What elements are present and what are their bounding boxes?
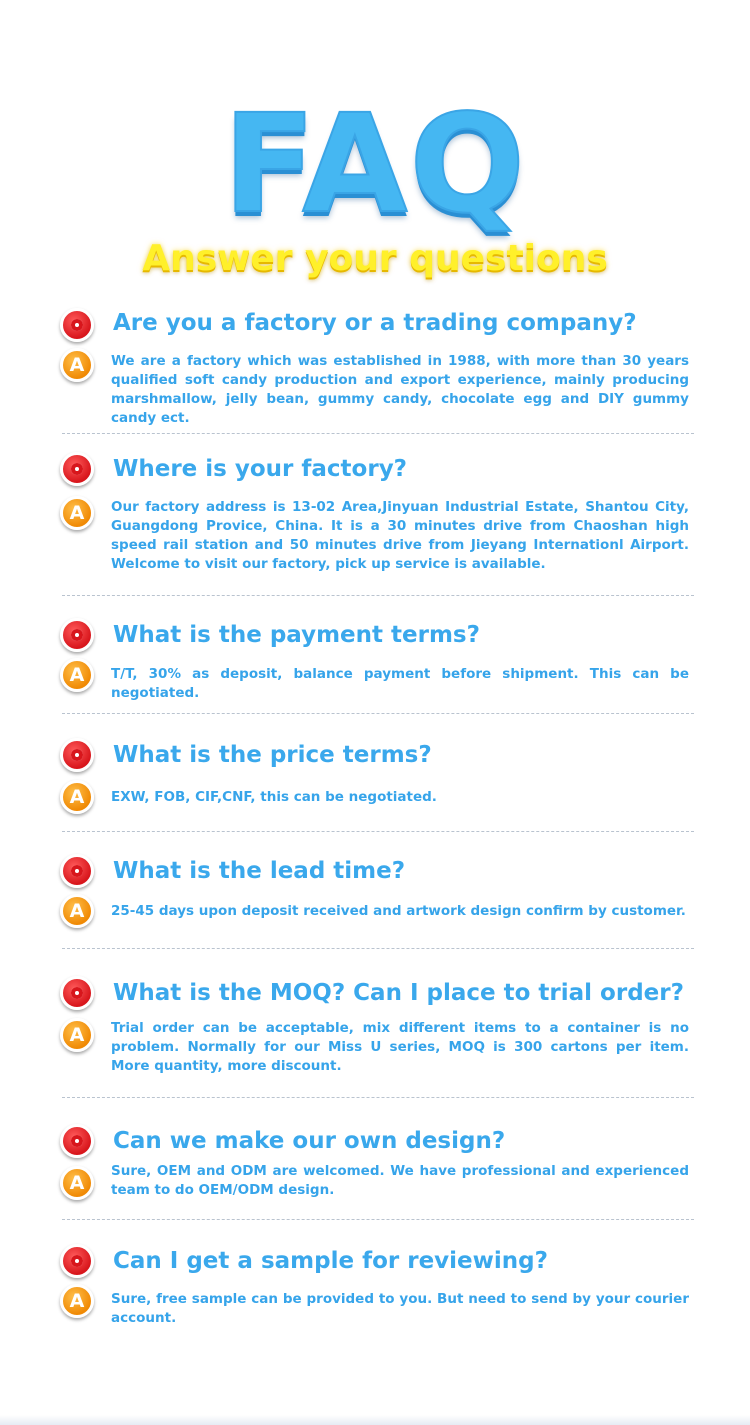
divider bbox=[62, 1219, 694, 1220]
question-badge-icon bbox=[60, 308, 94, 342]
question-badge-icon bbox=[60, 1124, 94, 1158]
page-title: FAQ bbox=[222, 86, 528, 244]
divider bbox=[62, 433, 694, 434]
answer-badge-icon: A bbox=[60, 1018, 94, 1052]
divider bbox=[62, 1097, 694, 1098]
answer-text: 25-45 days upon deposit received and artwork design confirm by customer. bbox=[111, 903, 686, 919]
answer-badge-icon: A bbox=[60, 780, 94, 814]
question-text: What is the lead time? bbox=[113, 858, 406, 884]
question-text: Are you a factory or a trading company? bbox=[113, 310, 637, 336]
bottom-strip bbox=[0, 1415, 750, 1425]
answer-text: T/T, 30% as deposit, balance payment before shipment. This can be negotiated. bbox=[111, 666, 689, 701]
divider bbox=[62, 595, 694, 596]
question-text: What is the payment terms? bbox=[113, 622, 480, 648]
divider bbox=[62, 948, 694, 949]
divider bbox=[62, 713, 694, 714]
question-text: Where is your factory? bbox=[113, 456, 408, 482]
answer-text: Sure, free sample can be provided to you. But need to send by your courier account. bbox=[111, 1291, 689, 1326]
question-badge-icon bbox=[60, 854, 94, 888]
answer-badge-icon: A bbox=[60, 894, 94, 928]
question-text: Can I get a sample for reviewing? bbox=[113, 1248, 548, 1274]
question-badge-icon bbox=[60, 452, 94, 486]
question-badge-icon bbox=[60, 618, 94, 652]
answer-text: We are a factory which was established in 1988, with more than 30 years qualified soft candy production and export experience, mainly producing marshmallow, jelly bean, gummy candy, chocolate egg and DIY gummy candy ect. bbox=[111, 353, 689, 426]
answer-text: EXW, FOB, CIF,CNF, this can be negotiated. bbox=[111, 789, 437, 805]
answer-text: Sure, OEM and ODM are welcomed. We have professional and experienced team to do OEM/ODM design. bbox=[111, 1163, 689, 1198]
question-text: What is the price terms? bbox=[113, 742, 432, 768]
question-text: What is the MOQ? Can I place to trial order? bbox=[113, 980, 684, 1006]
answer-badge-icon: A bbox=[60, 348, 94, 382]
answer-text: Trial order can be acceptable, mix different items to a container is no problem. Normally for our Miss U series, MOQ is 300 cartons per item. More quantity, more discount. bbox=[111, 1020, 689, 1074]
answer-badge-icon: A bbox=[60, 1166, 94, 1200]
question-badge-icon bbox=[60, 1244, 94, 1278]
question-badge-icon bbox=[60, 738, 94, 772]
question-text: Can we make our own design? bbox=[113, 1128, 506, 1154]
answer-badge-icon: A bbox=[60, 1284, 94, 1318]
answer-badge-icon: A bbox=[60, 496, 94, 530]
divider bbox=[62, 831, 694, 832]
answer-text: Our factory address is 13-02 Area,Jinyuan Industrial Estate, Shantou City, Guangdong Provice, China. It is a 30 minutes drive from Chaoshan high speed rail station and 50 minutes drive from Jieyang Internationl Airport. Welcome to visit our factory, pick up service is available. bbox=[111, 499, 689, 572]
faq-header bbox=[0, 86, 750, 295]
page-subtitle: Answer your questions bbox=[142, 238, 608, 279]
question-badge-icon bbox=[60, 976, 94, 1010]
answer-badge-icon: A bbox=[60, 658, 94, 692]
